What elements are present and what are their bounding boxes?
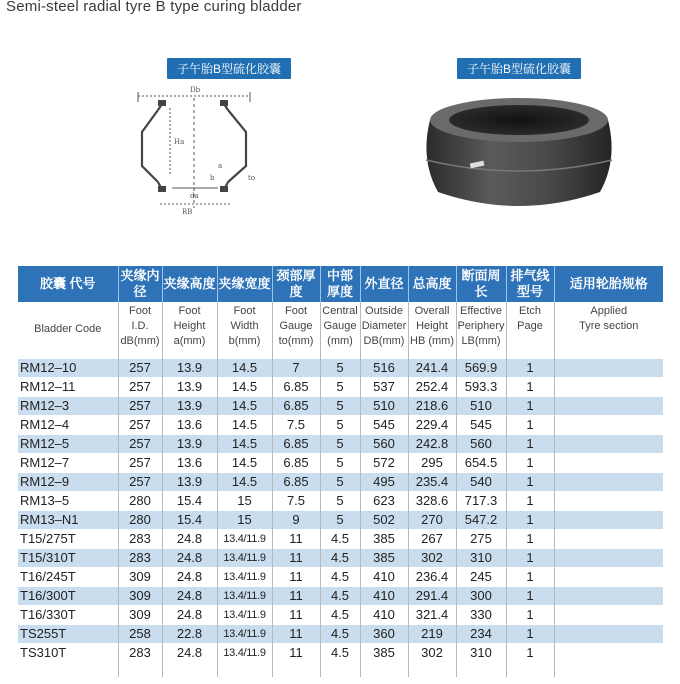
bladder-code-cell: T16/300T bbox=[18, 586, 118, 605]
table-cell: 545 bbox=[360, 415, 408, 434]
header-en-col-8: Effective Periphery LB(mm) bbox=[456, 302, 506, 358]
header-cn-col-9: 排气线型号 bbox=[506, 266, 554, 302]
table-cell: 4.5 bbox=[320, 643, 360, 662]
table-cell: 4.5 bbox=[320, 548, 360, 567]
table-cell: 7.5 bbox=[272, 491, 320, 510]
table-cell: 235.4 bbox=[408, 472, 456, 491]
table-cell: 572 bbox=[360, 453, 408, 472]
table-cell: 537 bbox=[360, 377, 408, 396]
table-cell: 258 bbox=[118, 624, 162, 643]
bladder-code-cell: RM12–9 bbox=[18, 472, 118, 491]
table-cell: 1 bbox=[506, 624, 554, 643]
table-cell: 360 bbox=[360, 624, 408, 643]
table-cell: 385 bbox=[360, 643, 408, 662]
table-cell: 309 bbox=[118, 567, 162, 586]
table-cell: 257 bbox=[118, 472, 162, 491]
table-cell: 245 bbox=[456, 567, 506, 586]
bladder-code-cell: TS255T bbox=[18, 624, 118, 643]
dim-b-label: b bbox=[210, 174, 215, 182]
table-cell: 1 bbox=[506, 377, 554, 396]
table-cell: 593.3 bbox=[456, 377, 506, 396]
table-cell: 410 bbox=[360, 586, 408, 605]
table-cell: 24.8 bbox=[162, 586, 217, 605]
table-cell: 6.85 bbox=[272, 377, 320, 396]
table-cell: 15 bbox=[217, 510, 272, 529]
table-row bbox=[18, 529, 663, 548]
table-cell: 6.85 bbox=[272, 472, 320, 491]
table-cell: 1 bbox=[506, 605, 554, 624]
table-cell: 14.5 bbox=[217, 453, 272, 472]
header-en-col-1: Foot I.D. dB(mm) bbox=[118, 302, 162, 358]
table-cell: 516 bbox=[360, 358, 408, 377]
table-cell: 309 bbox=[118, 605, 162, 624]
table-cell: 14.5 bbox=[217, 396, 272, 415]
table-row bbox=[18, 586, 663, 605]
table-cell: 300 bbox=[456, 586, 506, 605]
table-cell: 11 bbox=[272, 643, 320, 662]
table-cell bbox=[554, 567, 663, 586]
header-en-col-2: Foot Height a(mm) bbox=[162, 302, 217, 358]
table-cell: 11 bbox=[272, 548, 320, 567]
table-cell: 13.9 bbox=[162, 472, 217, 491]
table-cell: 5 bbox=[320, 415, 360, 434]
table-cell: 257 bbox=[118, 415, 162, 434]
table-cell: 5 bbox=[320, 453, 360, 472]
table-cell: 410 bbox=[360, 567, 408, 586]
table-cell: 1 bbox=[506, 548, 554, 567]
table-cell: 13.4/11.9 bbox=[217, 548, 272, 567]
table-row bbox=[18, 434, 663, 453]
table-cell: 13.4/11.9 bbox=[217, 586, 272, 605]
table-cell: 257 bbox=[118, 434, 162, 453]
table-cell: 1 bbox=[506, 472, 554, 491]
table-cell bbox=[554, 377, 663, 396]
dim-da-label: da bbox=[190, 192, 199, 200]
table-cell: 234 bbox=[456, 624, 506, 643]
header-en-col-0: Bladder Code bbox=[18, 302, 118, 358]
header-cn-col-8: 断面周长 bbox=[456, 266, 506, 302]
header-row-english bbox=[18, 302, 663, 358]
header-cn-col-2: 夹缘高度 bbox=[162, 266, 217, 302]
table-row bbox=[18, 453, 663, 472]
table-cell: 252.4 bbox=[408, 377, 456, 396]
table-cell: 257 bbox=[118, 358, 162, 377]
table-cell: 547.2 bbox=[456, 510, 506, 529]
bladder-opening bbox=[449, 105, 589, 135]
table-cell: 328.6 bbox=[408, 491, 456, 510]
table-cell: 14.5 bbox=[217, 472, 272, 491]
header-en-col-10: Applied Tyre section bbox=[554, 302, 663, 358]
dim-a-label: a bbox=[218, 162, 223, 170]
table-row bbox=[18, 472, 663, 491]
table-cell: 9 bbox=[272, 510, 320, 529]
table-cell: 310 bbox=[456, 643, 506, 662]
table-row bbox=[18, 605, 663, 624]
table-cell: 4.5 bbox=[320, 605, 360, 624]
header-en-col-7: Overall Height HB (mm) bbox=[408, 302, 456, 358]
diagram-panel bbox=[100, 58, 358, 218]
page-title: Semi-steel radial tyre B type curing bladder bbox=[6, 0, 302, 15]
table-cell: 283 bbox=[118, 643, 162, 662]
header-en-col-4: Foot Gauge to(mm) bbox=[272, 302, 320, 358]
table-cell: 13.6 bbox=[162, 415, 217, 434]
table-cell: 495 bbox=[360, 472, 408, 491]
spec-table-container bbox=[18, 266, 663, 662]
table-cell: 7 bbox=[272, 358, 320, 377]
table-cell: 13.4/11.9 bbox=[217, 624, 272, 643]
table-cell: 257 bbox=[118, 377, 162, 396]
dim-db-label: Db bbox=[190, 86, 201, 94]
header-cn-col-6: 外直径 bbox=[360, 266, 408, 302]
table-row bbox=[18, 415, 663, 434]
table-cell: 13.4/11.9 bbox=[217, 529, 272, 548]
photo-label: 子午胎B型硫化胶囊 bbox=[457, 58, 581, 79]
table-row bbox=[18, 624, 663, 643]
header-cn-col-0: 胶囊 代号 bbox=[18, 266, 118, 302]
left-bottom-bead bbox=[158, 186, 166, 192]
header-cn-col-10: 适用轮胎规格 bbox=[554, 266, 663, 302]
table-cell: 24.8 bbox=[162, 643, 217, 662]
table-cell: 5 bbox=[320, 472, 360, 491]
right-bottom-bead bbox=[220, 186, 228, 192]
bladder-code-cell: RM12–4 bbox=[18, 415, 118, 434]
table-cell: 7.5 bbox=[272, 415, 320, 434]
diagram-label: 子午胎B型硫化胶囊 bbox=[167, 58, 291, 79]
bladder-code-cell: T15/310T bbox=[18, 548, 118, 567]
table-cell: 267 bbox=[408, 529, 456, 548]
table-cell: 302 bbox=[408, 643, 456, 662]
table-cell: 4.5 bbox=[320, 586, 360, 605]
table-cell: 24.8 bbox=[162, 567, 217, 586]
table-cell: 510 bbox=[360, 396, 408, 415]
table-cell: 545 bbox=[456, 415, 506, 434]
bladder-code-cell: T16/330T bbox=[18, 605, 118, 624]
table-cell: 321.4 bbox=[408, 605, 456, 624]
table-cell: 275 bbox=[456, 529, 506, 548]
table-cell: 13.9 bbox=[162, 434, 217, 453]
table-cell: 5 bbox=[320, 510, 360, 529]
table-cell: 4.5 bbox=[320, 529, 360, 548]
table-cell: 6.85 bbox=[272, 434, 320, 453]
table-cell: 540 bbox=[456, 472, 506, 491]
bladder-code-cell: RM12–5 bbox=[18, 434, 118, 453]
table-cell: 1 bbox=[506, 529, 554, 548]
table-cell: 13.9 bbox=[162, 358, 217, 377]
table-cell bbox=[554, 472, 663, 491]
table-cell: 13.4/11.9 bbox=[217, 605, 272, 624]
spec-table-body bbox=[18, 358, 663, 662]
bladder-code-cell: RM13–5 bbox=[18, 491, 118, 510]
table-cell: 14.5 bbox=[217, 415, 272, 434]
table-cell: 13.4/11.9 bbox=[217, 567, 272, 586]
header-cn-col-7: 总高度 bbox=[408, 266, 456, 302]
header-en-col-9: Etch Page bbox=[506, 302, 554, 358]
table-row bbox=[18, 510, 663, 529]
table-cell: 11 bbox=[272, 586, 320, 605]
bladder-code-cell: RM12–11 bbox=[18, 377, 118, 396]
table-cell: 302 bbox=[408, 548, 456, 567]
table-cell: 5 bbox=[320, 377, 360, 396]
table-cell bbox=[554, 624, 663, 643]
bladder-photo bbox=[390, 80, 648, 218]
table-cell: 309 bbox=[118, 586, 162, 605]
table-cell: 6.85 bbox=[272, 396, 320, 415]
table-cell: 24.8 bbox=[162, 529, 217, 548]
dim-rb-label: RB bbox=[182, 208, 193, 216]
table-cell: 1 bbox=[506, 510, 554, 529]
table-cell: 283 bbox=[118, 529, 162, 548]
table-cell bbox=[554, 586, 663, 605]
table-cell: 1 bbox=[506, 567, 554, 586]
table-cell: 229.4 bbox=[408, 415, 456, 434]
header-cn-col-4: 颈部厚度 bbox=[272, 266, 320, 302]
table-cell: 330 bbox=[456, 605, 506, 624]
table-cell: 6.85 bbox=[272, 453, 320, 472]
table-cell: 560 bbox=[456, 434, 506, 453]
table-cell: 295 bbox=[408, 453, 456, 472]
table-cell: 291.4 bbox=[408, 586, 456, 605]
table-cell: 623 bbox=[360, 491, 408, 510]
table-cell: 1 bbox=[506, 358, 554, 377]
table-cell: 11 bbox=[272, 605, 320, 624]
table-cell: 14.5 bbox=[217, 377, 272, 396]
table-row bbox=[18, 567, 663, 586]
table-cell bbox=[554, 434, 663, 453]
table-cell: 4.5 bbox=[320, 624, 360, 643]
table-cell: 5 bbox=[320, 434, 360, 453]
table-cell: 13.9 bbox=[162, 377, 217, 396]
table-cell: 410 bbox=[360, 605, 408, 624]
table-cell: 1 bbox=[506, 415, 554, 434]
bladder-code-cell: RM12–10 bbox=[18, 358, 118, 377]
table-cell: 11 bbox=[272, 529, 320, 548]
table-cell: 280 bbox=[118, 510, 162, 529]
table-cell: 717.3 bbox=[456, 491, 506, 510]
table-cell: 15.4 bbox=[162, 510, 217, 529]
table-row bbox=[18, 548, 663, 567]
table-cell: 257 bbox=[118, 453, 162, 472]
table-cell bbox=[554, 605, 663, 624]
table-cell: 283 bbox=[118, 548, 162, 567]
table-cell: 11 bbox=[272, 624, 320, 643]
table-row bbox=[18, 396, 663, 415]
table-cell: 1 bbox=[506, 396, 554, 415]
table-cell: 1 bbox=[506, 434, 554, 453]
table-cell bbox=[554, 396, 663, 415]
table-cell: 310 bbox=[456, 548, 506, 567]
dim-ha-label: Ha bbox=[174, 138, 185, 146]
table-cell bbox=[554, 491, 663, 510]
table-cell bbox=[554, 529, 663, 548]
bladder-cross-section-diagram bbox=[100, 80, 358, 218]
bladder-code-cell: RM12–7 bbox=[18, 453, 118, 472]
right-top-bead bbox=[220, 100, 228, 106]
table-cell: 15 bbox=[217, 491, 272, 510]
bladder-code-cell: T16/245T bbox=[18, 567, 118, 586]
table-cell: 560 bbox=[360, 434, 408, 453]
table-cell: 385 bbox=[360, 548, 408, 567]
table-cell: 1 bbox=[506, 643, 554, 662]
table-cell: 24.8 bbox=[162, 605, 217, 624]
table-cell: 385 bbox=[360, 529, 408, 548]
table-cell: 257 bbox=[118, 396, 162, 415]
table-cell: 4.5 bbox=[320, 567, 360, 586]
table-cell: 1 bbox=[506, 491, 554, 510]
table-cell: 1 bbox=[506, 586, 554, 605]
table-cell: 236.4 bbox=[408, 567, 456, 586]
dim-to-label: to bbox=[248, 174, 256, 182]
bladder-code-cell: TS310T bbox=[18, 643, 118, 662]
table-cell: 242.8 bbox=[408, 434, 456, 453]
table-cell: 5 bbox=[320, 396, 360, 415]
spec-table bbox=[18, 266, 663, 662]
table-cell: 218.6 bbox=[408, 396, 456, 415]
header-cn-col-1: 夹缘内径 bbox=[118, 266, 162, 302]
header-cn-col-5: 中部厚度 bbox=[320, 266, 360, 302]
table-cell: 502 bbox=[360, 510, 408, 529]
table-cell bbox=[554, 415, 663, 434]
table-cell: 13.6 bbox=[162, 453, 217, 472]
table-cell: 14.5 bbox=[217, 434, 272, 453]
header-en-col-3: Foot Width b(mm) bbox=[217, 302, 272, 358]
header-en-col-5: Central Gauge (mm) bbox=[320, 302, 360, 358]
table-cell: 11 bbox=[272, 567, 320, 586]
header-cn-col-3: 夹缘宽度 bbox=[217, 266, 272, 302]
table-cell: 569.9 bbox=[456, 358, 506, 377]
table-cell bbox=[554, 453, 663, 472]
table-cell: 15.4 bbox=[162, 491, 217, 510]
table-cell: 14.5 bbox=[217, 358, 272, 377]
header-row-chinese bbox=[18, 266, 663, 302]
bladder-code-cell: RM13–N1 bbox=[18, 510, 118, 529]
left-top-bead bbox=[158, 100, 166, 106]
table-row bbox=[18, 491, 663, 510]
table-cell: 22.8 bbox=[162, 624, 217, 643]
table-cell: 24.8 bbox=[162, 548, 217, 567]
table-cell: 654.5 bbox=[456, 453, 506, 472]
table-cell: 1 bbox=[506, 453, 554, 472]
table-cell bbox=[554, 548, 663, 567]
bladder-code-cell: RM12–3 bbox=[18, 396, 118, 415]
table-cell: 219 bbox=[408, 624, 456, 643]
table-cell bbox=[554, 358, 663, 377]
table-cell: 270 bbox=[408, 510, 456, 529]
table-cell bbox=[554, 510, 663, 529]
table-cell: 13.9 bbox=[162, 396, 217, 415]
bladder-code-cell: T15/275T bbox=[18, 529, 118, 548]
table-tail-lines bbox=[18, 647, 663, 677]
table-cell: 13.4/11.9 bbox=[217, 643, 272, 662]
table-row bbox=[18, 358, 663, 377]
table-cell: 5 bbox=[320, 358, 360, 377]
photo-panel bbox=[390, 58, 648, 218]
table-row bbox=[18, 377, 663, 396]
table-cell: 241.4 bbox=[408, 358, 456, 377]
table-cell: 280 bbox=[118, 491, 162, 510]
table-cell: 5 bbox=[320, 491, 360, 510]
header-en-col-6: Outside Diameter DB(mm) bbox=[360, 302, 408, 358]
table-cell: 510 bbox=[456, 396, 506, 415]
